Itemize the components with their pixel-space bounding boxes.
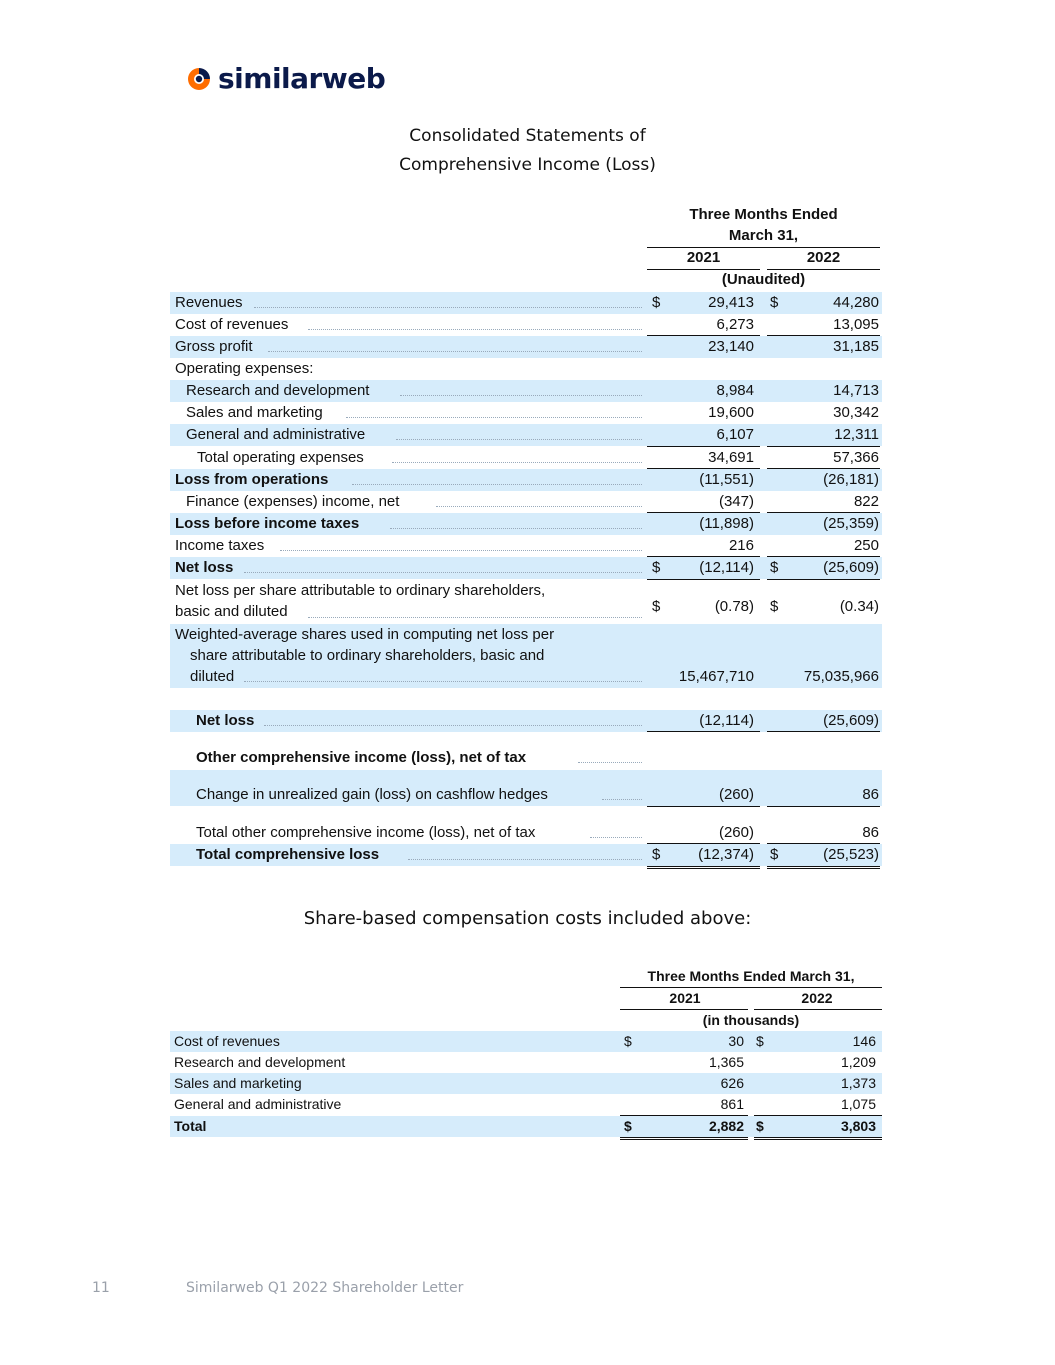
table-row — [170, 336, 882, 358]
value-2021: 1,365 — [708, 1054, 744, 1070]
leader-dots — [280, 550, 642, 551]
row-label-line-1: Weighted-average shares used in computing net loss per — [175, 626, 555, 643]
footer-title: Similarweb Q1 2022 Shareholder Letter — [186, 1280, 464, 1296]
table-row — [170, 1052, 882, 1073]
value-2021: (260) — [718, 824, 754, 841]
total-rule — [647, 866, 760, 869]
value-2021: 23,140 — [708, 338, 754, 355]
row-label-line-2: share attributable to ordinary shareholders, basic and — [190, 647, 545, 664]
value-2022: 30,342 — [833, 404, 879, 421]
subtotal-rule — [647, 731, 760, 732]
page-title-line-1: Consolidated Statements of — [409, 126, 646, 146]
leader-dots — [244, 572, 642, 573]
row-label: Change in unrealized gain (loss) on cashflow hedges — [196, 786, 548, 803]
row-label: Cost of revenues — [175, 316, 289, 333]
row-label: General and administrative — [186, 426, 366, 443]
value-2022: (25,523) — [823, 846, 879, 863]
row-label-line-1: Net loss per share attributable to ordinary shareholders, — [175, 582, 546, 599]
table-row — [170, 770, 882, 806]
currency-symbol: $ — [652, 846, 661, 863]
currency-symbol: $ — [770, 559, 779, 576]
row-label: Revenues — [175, 294, 243, 311]
column-year-2022: 2022 — [806, 249, 841, 266]
table-row — [170, 710, 882, 732]
row-label: Loss from operations — [175, 471, 329, 488]
value-2022: 14,713 — [833, 382, 879, 399]
value-2022: 75,035,966 — [803, 668, 879, 685]
value-2021: 216 — [728, 537, 754, 554]
table-row — [170, 292, 882, 314]
table-row — [170, 380, 882, 402]
value-2021: 2,882 — [708, 1118, 744, 1134]
table-row — [170, 447, 882, 469]
leader-dots — [578, 762, 642, 763]
leader-dots — [436, 506, 642, 507]
header-rule — [647, 247, 880, 248]
value-2021: 6,273 — [716, 316, 754, 333]
currency-symbol: $ — [652, 559, 661, 576]
value-2022: (26,181) — [823, 471, 879, 488]
value-2022: (25,359) — [823, 515, 879, 532]
table-row — [170, 1031, 882, 1052]
value-2022: 822 — [853, 493, 879, 510]
row-label: Total operating expenses — [197, 449, 364, 466]
brand-logo — [186, 62, 385, 95]
value-2022: 57,366 — [833, 449, 879, 466]
value-2021: 6,107 — [716, 426, 754, 443]
row-label: Gross profit — [175, 338, 253, 355]
leader-dots — [408, 859, 642, 860]
total-rule — [620, 1137, 748, 1140]
value-2021: (11,898) — [699, 515, 754, 532]
row-label: Net loss — [175, 559, 234, 576]
table-row — [170, 624, 882, 688]
sbc-column-year-2021: 2021 — [669, 990, 701, 1006]
value-2022: (25,609) — [823, 559, 879, 576]
table-row — [170, 747, 882, 769]
value-2021: 30 — [728, 1033, 744, 1049]
table-row — [170, 491, 882, 513]
header-rule — [620, 987, 882, 988]
row-label: Operating expenses: — [175, 360, 314, 377]
row-label-line-3: diluted — [190, 668, 235, 685]
value-2022: 1,075 — [840, 1096, 876, 1112]
total-rule — [767, 866, 880, 869]
year-rule-2022 — [767, 269, 880, 270]
row-label: General and administrative — [174, 1096, 342, 1112]
sbc-unit-note: (in thousands) — [702, 1012, 800, 1028]
year-rule-2021 — [647, 269, 760, 270]
value-2022: 44,280 — [833, 294, 879, 311]
value-2021: (260) — [718, 786, 754, 803]
table-row — [170, 535, 882, 557]
value-2022: 3,803 — [840, 1118, 876, 1134]
leader-dots — [346, 417, 642, 418]
sbc-column-year-2022: 2022 — [801, 990, 833, 1006]
value-2022: 31,185 — [833, 338, 879, 355]
value-2022: 13,095 — [833, 316, 879, 333]
value-2021: (0.78) — [714, 598, 754, 615]
row-label: Net loss — [196, 712, 255, 729]
page-number: 11 — [92, 1280, 110, 1296]
currency-symbol: $ — [770, 598, 779, 615]
value-2021: 34,691 — [708, 449, 754, 466]
leader-dots — [308, 617, 642, 618]
table-row — [170, 1094, 882, 1115]
leader-dots — [590, 837, 642, 838]
leader-dots — [352, 484, 642, 485]
value-2021: (12,114) — [699, 712, 754, 729]
table-row — [170, 1073, 882, 1094]
table-row — [170, 513, 882, 535]
table-row — [170, 557, 882, 579]
currency-symbol: $ — [770, 294, 779, 311]
currency-symbol: $ — [756, 1033, 764, 1049]
year-rule-2022 — [754, 1009, 882, 1010]
currency-symbol: $ — [624, 1033, 632, 1049]
currency-symbol: $ — [756, 1118, 764, 1134]
row-label: Research and development — [174, 1054, 346, 1070]
value-2021: (11,551) — [699, 471, 754, 488]
subtotal-rule — [767, 731, 880, 732]
sbc-section-title: Share-based compensation costs included above: — [303, 908, 752, 929]
subtotal-rule — [647, 806, 760, 807]
total-rule — [754, 1137, 882, 1140]
value-2021: 19,600 — [708, 404, 754, 421]
value-2021: 861 — [720, 1096, 744, 1112]
column-header-period: Three Months Ended — [689, 206, 838, 223]
table-row — [170, 314, 882, 336]
leader-dots — [244, 681, 642, 682]
leader-dots — [254, 307, 642, 308]
similarweb-logo-icon — [186, 66, 212, 92]
leader-dots — [392, 462, 642, 463]
row-label: Income taxes — [175, 537, 265, 554]
brand-name: similarweb — [218, 62, 386, 95]
row-label: Other comprehensive income (loss), net of tax — [196, 749, 527, 766]
leader-dots — [390, 528, 642, 529]
leader-dots — [400, 395, 642, 396]
page-title-line-2: Comprehensive Income (Loss) — [399, 155, 656, 175]
audit-note: (Unaudited) — [721, 271, 806, 288]
value-2022: 146 — [852, 1033, 876, 1049]
table-row — [170, 580, 882, 624]
value-2021: (347) — [718, 493, 754, 510]
table-row — [170, 844, 882, 866]
row-label: Total other comprehensive income (loss), net of tax — [196, 824, 536, 841]
value-2022: 86 — [862, 824, 879, 841]
value-2022: 1,373 — [840, 1075, 876, 1091]
leader-dots — [308, 329, 642, 330]
table-row — [170, 469, 882, 491]
year-rule-2021 — [620, 1009, 748, 1010]
page-title — [0, 122, 1055, 180]
column-year-2021: 2021 — [686, 249, 721, 266]
leader-dots — [264, 725, 642, 726]
row-label: Cost of revenues — [174, 1033, 280, 1049]
value-2021: (12,374) — [698, 846, 754, 863]
row-label: Loss before income taxes — [175, 515, 360, 532]
currency-symbol: $ — [770, 846, 779, 863]
sbc-column-header-period: Three Months Ended March 31, — [647, 968, 855, 984]
value-2021: (12,114) — [699, 559, 754, 576]
row-label: Sales and marketing — [186, 404, 323, 421]
leader-dots — [396, 439, 642, 440]
row-label: Finance (expenses) income, net — [186, 493, 400, 510]
table-row — [170, 424, 882, 446]
subtotal-rule — [767, 806, 880, 807]
value-2022: 250 — [853, 537, 879, 554]
value-2022: 12,311 — [834, 426, 879, 443]
row-label: Sales and marketing — [174, 1075, 302, 1091]
value-2022: (0.34) — [839, 598, 879, 615]
row-label-line-2: basic and diluted — [175, 603, 288, 620]
row-label: Research and development — [186, 382, 370, 399]
value-2022: 86 — [862, 786, 879, 803]
row-label: Total — [174, 1118, 207, 1134]
currency-symbol: $ — [652, 294, 661, 311]
table-row — [170, 822, 882, 844]
value-2021: 8,984 — [716, 382, 754, 399]
currency-symbol: $ — [624, 1118, 632, 1134]
value-2022: 1,209 — [840, 1054, 876, 1070]
value-2021: 626 — [720, 1075, 744, 1091]
table-row — [170, 358, 882, 380]
value-2021: 15,467,710 — [678, 668, 754, 685]
table-row — [170, 402, 882, 424]
leader-dots — [268, 351, 642, 352]
table-row — [170, 1116, 882, 1137]
leader-dots — [602, 799, 642, 800]
column-header-date: March 31, — [728, 227, 799, 244]
currency-symbol: $ — [652, 598, 661, 615]
row-label: Total comprehensive loss — [196, 846, 380, 863]
value-2022: (25,609) — [823, 712, 879, 729]
value-2021: 29,413 — [708, 294, 754, 311]
